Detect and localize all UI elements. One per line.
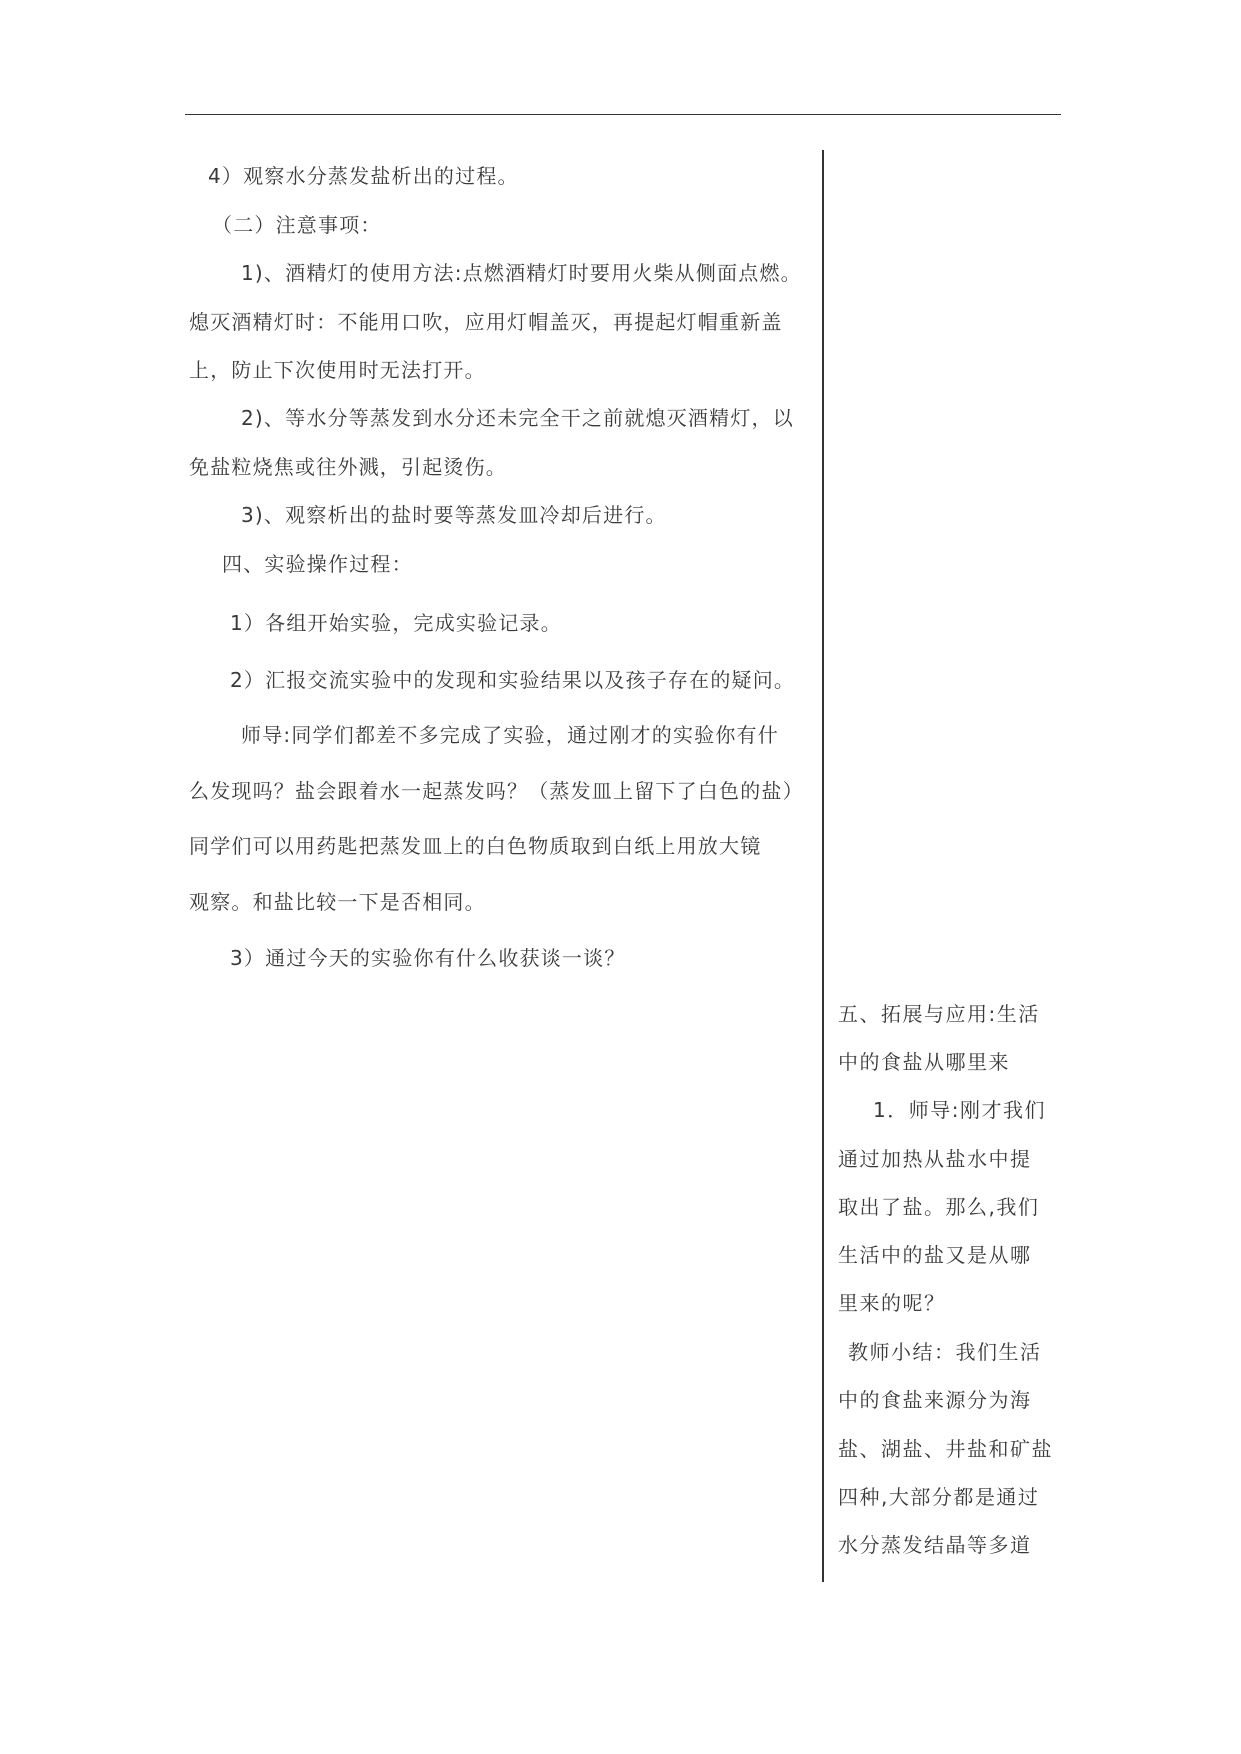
note-1-line-1: 1)、酒精灯的使用方法:点燃酒精灯时要用火柴从侧面点燃。 [241,261,802,285]
teacher-guide-line-3: 同学们可以用药匙把蒸发皿上的白色物质取到白纸上用放大镜 [189,834,762,858]
side-guide-line-3: 取出了盐。那么,我们 [838,1195,1040,1219]
summary-line-4: 四种,大部分都是通过 [838,1485,1040,1509]
teacher-guide-line-2: 么发现吗？盐会跟着水一起蒸发吗？（蒸发皿上留下了白色的盐） [189,779,804,803]
section-five-heading-line-1: 五、拓展与应用:生活 [838,1002,1040,1026]
summary-line-5: 水分蒸发结晶等多道 [838,1533,1032,1557]
step-1-start: 1）各组开始实验，完成实验记录。 [230,611,562,635]
section-four-heading: 四、实验操作过程： [222,552,413,576]
step-3-reflection: 3）通过今天的实验你有什么收获谈一谈？ [230,946,626,970]
summary-line-1: 教师小结：我们生活 [848,1340,1042,1364]
note-1-line-2: 熄灭酒精灯时：不能用口吹，应用灯帽盖灭，再提起灯帽重新盖 [189,310,783,334]
note-2-line-2: 免盐粒烧焦或往外溅，引起烫伤。 [189,455,507,479]
section-notes-heading: （二）注意事项： [212,213,382,237]
note-2-line-1: 2)、等水分等蒸发到水分还未完全干之前就熄灭酒精灯，以 [241,406,794,430]
side-guide-line-2: 通过加热从盐水中提 [838,1147,1032,1171]
note-3: 3)、观察析出的盐时要等蒸发皿冷却后进行。 [241,503,667,527]
side-guide-line-1: 1．师导:刚才我们 [873,1098,1046,1122]
summary-line-2: 中的食盐来源分为海 [838,1388,1032,1412]
column-divider [822,150,824,1582]
step-4-observe: 4）观察水分蒸发盐析出的过程。 [208,164,519,188]
teacher-guide-line-1: 师导:同学们都差不多完成了实验，通过刚才的实验你有什 [241,723,779,747]
side-guide-line-5: 里来的呢？ [838,1291,946,1315]
note-1-line-3: 上，防止下次使用时无法打开。 [189,358,486,382]
side-guide-line-4: 生活中的盐又是从哪 [838,1243,1032,1267]
teacher-guide-line-4: 观察。和盐比较一下是否相同。 [189,890,486,914]
summary-line-3: 盐、湖盐、井盐和矿盐 [838,1437,1053,1461]
section-five-heading-line-2: 中的食盐从哪里来 [838,1050,1010,1074]
header-rule [185,114,1061,115]
step-2-report: 2）汇报交流实验中的发现和实验结果以及孩子存在的疑问。 [230,668,796,692]
